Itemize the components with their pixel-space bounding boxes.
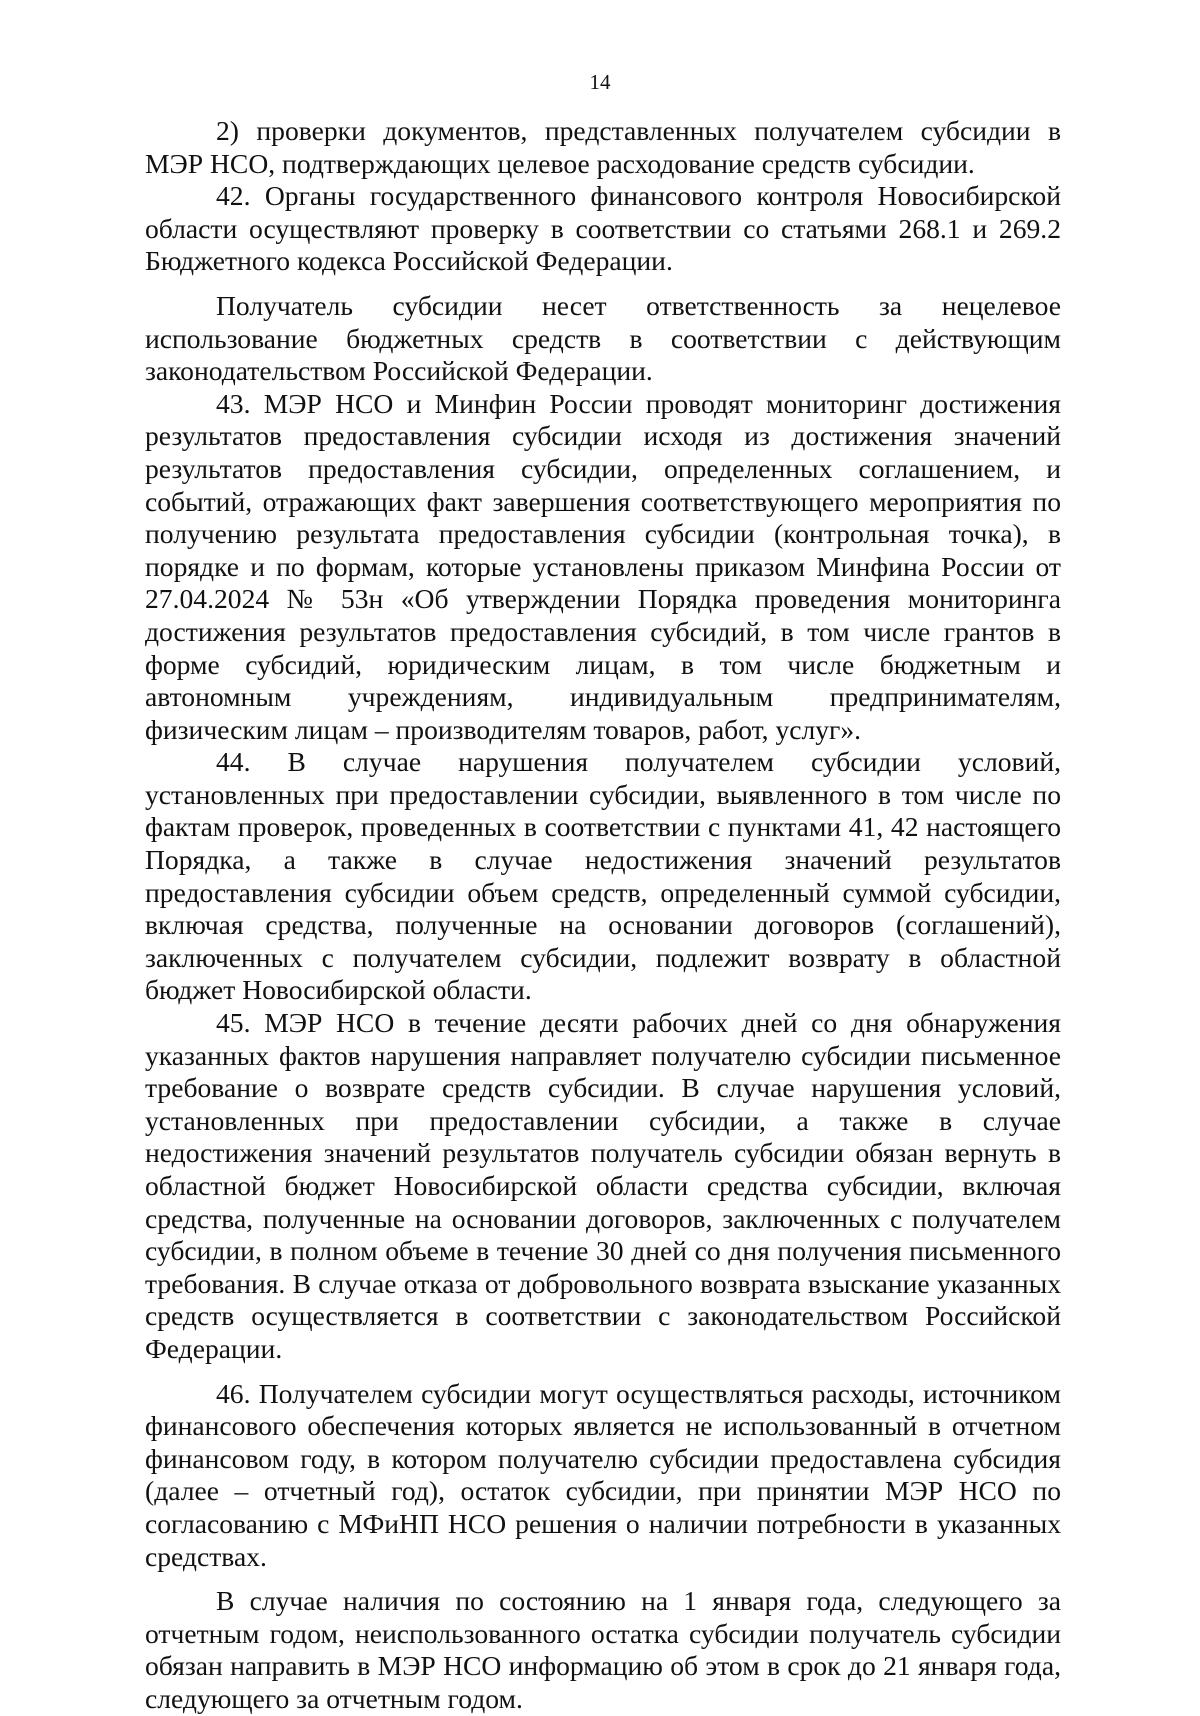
paragraph-45: 45. МЭР НСО в течение десяти рабочих дней со дня обнаружения указанных фактов нарушения направляет получателю субсидии письменное требование о возврате средств субсидии. В случае нарушения условий, установленных при предоставлении субсидии, а также в случае недостижения значений результатов получатель субсидии обязан вернуть в областной бюджет Новосибирской области средства субсидии, включая средства, полученные на основании договоров, заключенных с получателем субсидии, в полном объеме в течение 30 дней со дня получения письменного требования. В случае отказа от добровольного возврата взыскание указанных средств осуществляется в соответствии с законодательством Российской Федерации. [145,1007,1061,1364]
page-number: 14 [589,70,611,94]
paragraph-responsibility: Получатель субсидии несет ответственность за нецелевое использование бюджетных средств в соответствии с действующим законодательством Российской Федерации. [145,289,1061,387]
paragraph-43: 43. МЭР НСО и Минфин России проводят мониторинг достижения результатов предоставления субсидии исходя из достижения значений результатов предоставления субсидии, определенных соглашением, и событий, отражающих факт завершения соответствующего мероприятия по получению результата предоставления субсидии (контрольная точка), в порядке и по формам, которые установлены приказом Минфина России от 27.04.2024 № 53н «Об утверждении Порядка проведения мониторинга достижения результатов предоставления субсидий, в том числе грантов в форме субсидий, юридическим лицам, в том числе бюджетным и автономным учреждениям, индивидуальным предпринимателям, физическим лицам – производителям товаров, работ, услуг». [145,387,1061,745]
paragraph-remaining-balance: В случае наличия по состоянию на 1 января года, следующего за отчетным годом, неиспользованного остатка субсидии получатель субсидии обязан направить в МЭР НСО информацию об этом в срок до 21 января года, следующего за отчетным годом. [145,1585,1061,1714]
paragraph-44: 44. В случае нарушения получателем субсидии условий, установленных при предоставлении субсидии, выявленного в том числе по фактам проверок, проведенных в соответствии с пунктами 41, 42 настоящего Порядка, а также в случае недостижения значений результатов предоставления субсидии объем средств, определенный суммой субсидии, включая средства, полученные на основании договоров (соглашений), заключенных с получателем субсидии, подлежит возврату в областной бюджет Новосибирской области. [145,746,1061,1006]
paragraph-42: 42. Органы государственного финансового контроля Новосибирской области осуществляют проверку в соответствии со статьями 268.1 и 269.2 Бюджетного кодекса Российской Федерации. [145,180,1061,277]
paragraph-item-2: 2) проверки документов, представленных получателем субсидии в МЭР НСО, подтверждающих целевое расходование средств субсидии. [145,115,1061,179]
paragraph-46: 46. Получателем субсидии могут осуществляться расходы, источником финансового обеспечения которых является не использованный в отчетном финансовом году, в котором получателю субсидии предоставлена субсидия (далее – отчетный год), остаток субсидии, при принятии МЭР НСО по согласованию с МФиНП НСО решения о наличии потребности в указанных средствах. [145,1377,1061,1572]
document-body [145,115,1061,1716]
